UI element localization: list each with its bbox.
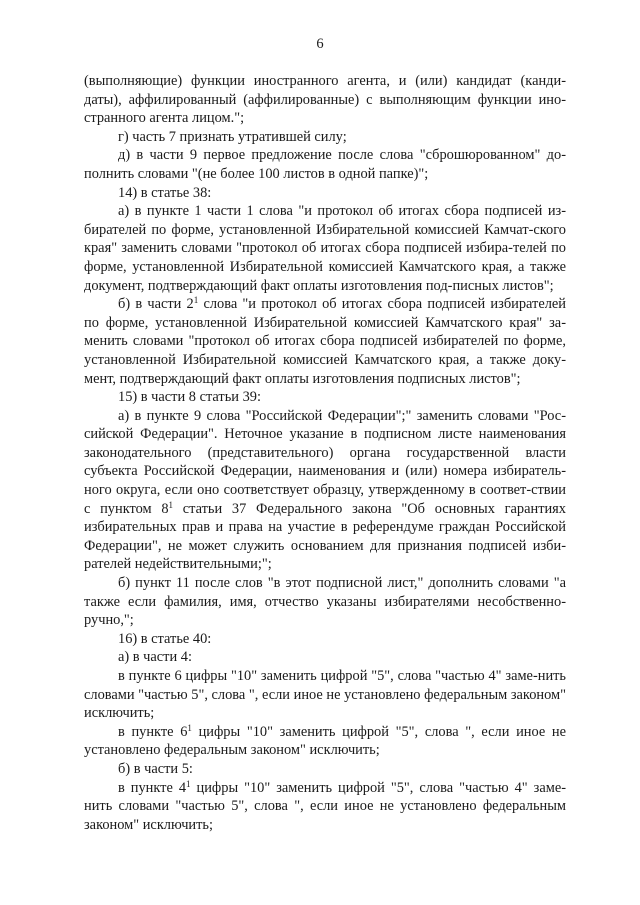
text-run: цифры "10" заменить цифрой "5", слова "частью 4" заме-нить словами "частью 5", слова ", если иное не установлено федеральным законом" исключить; [84, 779, 566, 833]
text-run: 14) в статье 38: [118, 184, 212, 201]
text-run: г) часть 7 признать утратившей силу; [118, 128, 347, 145]
paragraph [84, 667, 566, 723]
text-run: цифры "10" заменить цифрой "5", слова ", если иное не установлено федеральным законом" исключить; [84, 723, 566, 759]
superscript: 1 [187, 722, 192, 733]
text-run: (выполняющие) функции иностранного агента, и (или) кандидат (канди-даты), аффилированный (аффилированные) с выполняющим функции ино-странного агента лицом."; [84, 73, 566, 127]
text-run: б) в части 2 [118, 296, 194, 313]
text-run: в пункте 4 [118, 779, 187, 796]
text-run: статьи 37 Федерального закона "Об основных гарантиях избирательных прав и права на участие в референдуме граждан Российской Федерации", не может служить основанием для признания подписей изби-рателей недействительными;"; [84, 500, 566, 573]
text-run: б) пункт 11 после слов "в этот подписной лист," дополнить словами "а также если фамилия, имя, отчество указаны избирателями несобственно-ручно,"; [84, 575, 566, 629]
document-body [84, 72, 566, 834]
superscript: 1 [168, 499, 174, 510]
text-run: а) в пункте 9 слова "Российской Федерации";" заменить словами "Рос-сийской Федерации". Неточное указание в подписном листе наименования законодательного (представительного) органа государственной власти субъекта Российской Федерации, наименования и (или) номера избиратель-ного округа, если оно соответствует образцу, утвержденному в соответ-ствии с пунктом 8 [84, 407, 566, 517]
text-run: а) в части 4: [118, 649, 192, 666]
text-run: слова "и протокол об итогах сбора подписей избирателей по форме, установленной Избирательной комиссией Камчатского края" за-менить словами "протокол об итогах сбора подписей избирателей по форме, установленной Избирательной комиссией Камчатского края, а также доку-мент, подтверждающий факт оплаты изготовления подписных листов"; [84, 296, 566, 387]
paragraph [84, 407, 566, 574]
text-run: а) в пункте 1 части 1 слова "и протокол об итогах сбора подписей из-бирателей по форме, установленной Избирательной комиссией Камчат-ского края" заменить словами "протокол об итогах сбора подписей избира-телей по форме, установленной Избирательной комиссией Камчатского края, а также документ, подтверждающий факт оплаты изготовления под-писных листов"; [84, 203, 566, 294]
text-run: б) в части 5: [118, 760, 193, 777]
paragraph [84, 760, 566, 779]
text-run: 16) в статье 40: [118, 630, 212, 647]
superscript: 1 [186, 778, 191, 789]
superscript: 1 [193, 295, 199, 306]
paragraph [84, 388, 566, 407]
paragraph [84, 184, 566, 203]
paragraph [84, 72, 566, 128]
paragraph [84, 128, 566, 147]
paragraph [84, 630, 566, 649]
paragraph [84, 202, 566, 295]
paragraph [84, 574, 566, 630]
paragraph [84, 779, 566, 835]
paragraph [84, 723, 566, 760]
paragraph [84, 648, 566, 667]
text-run: в пункте 6 [118, 723, 188, 740]
paragraph [84, 146, 566, 183]
text-run: в пункте 6 цифры "10" заменить цифрой "5", слова "частью 4" заме-нить словами "частью 5", слова ", если иное не установлено федеральным законом" исключить; [84, 668, 566, 722]
page-number: 6 [316, 36, 324, 52]
text-run: д) в части 9 первое предложение после слова "сброшюрованном" до-полнить словами "(не более 100 листов в одной папке)"; [84, 147, 566, 182]
paragraph [84, 295, 566, 388]
text-run: 15) в части 8 статьи 39: [118, 389, 261, 406]
